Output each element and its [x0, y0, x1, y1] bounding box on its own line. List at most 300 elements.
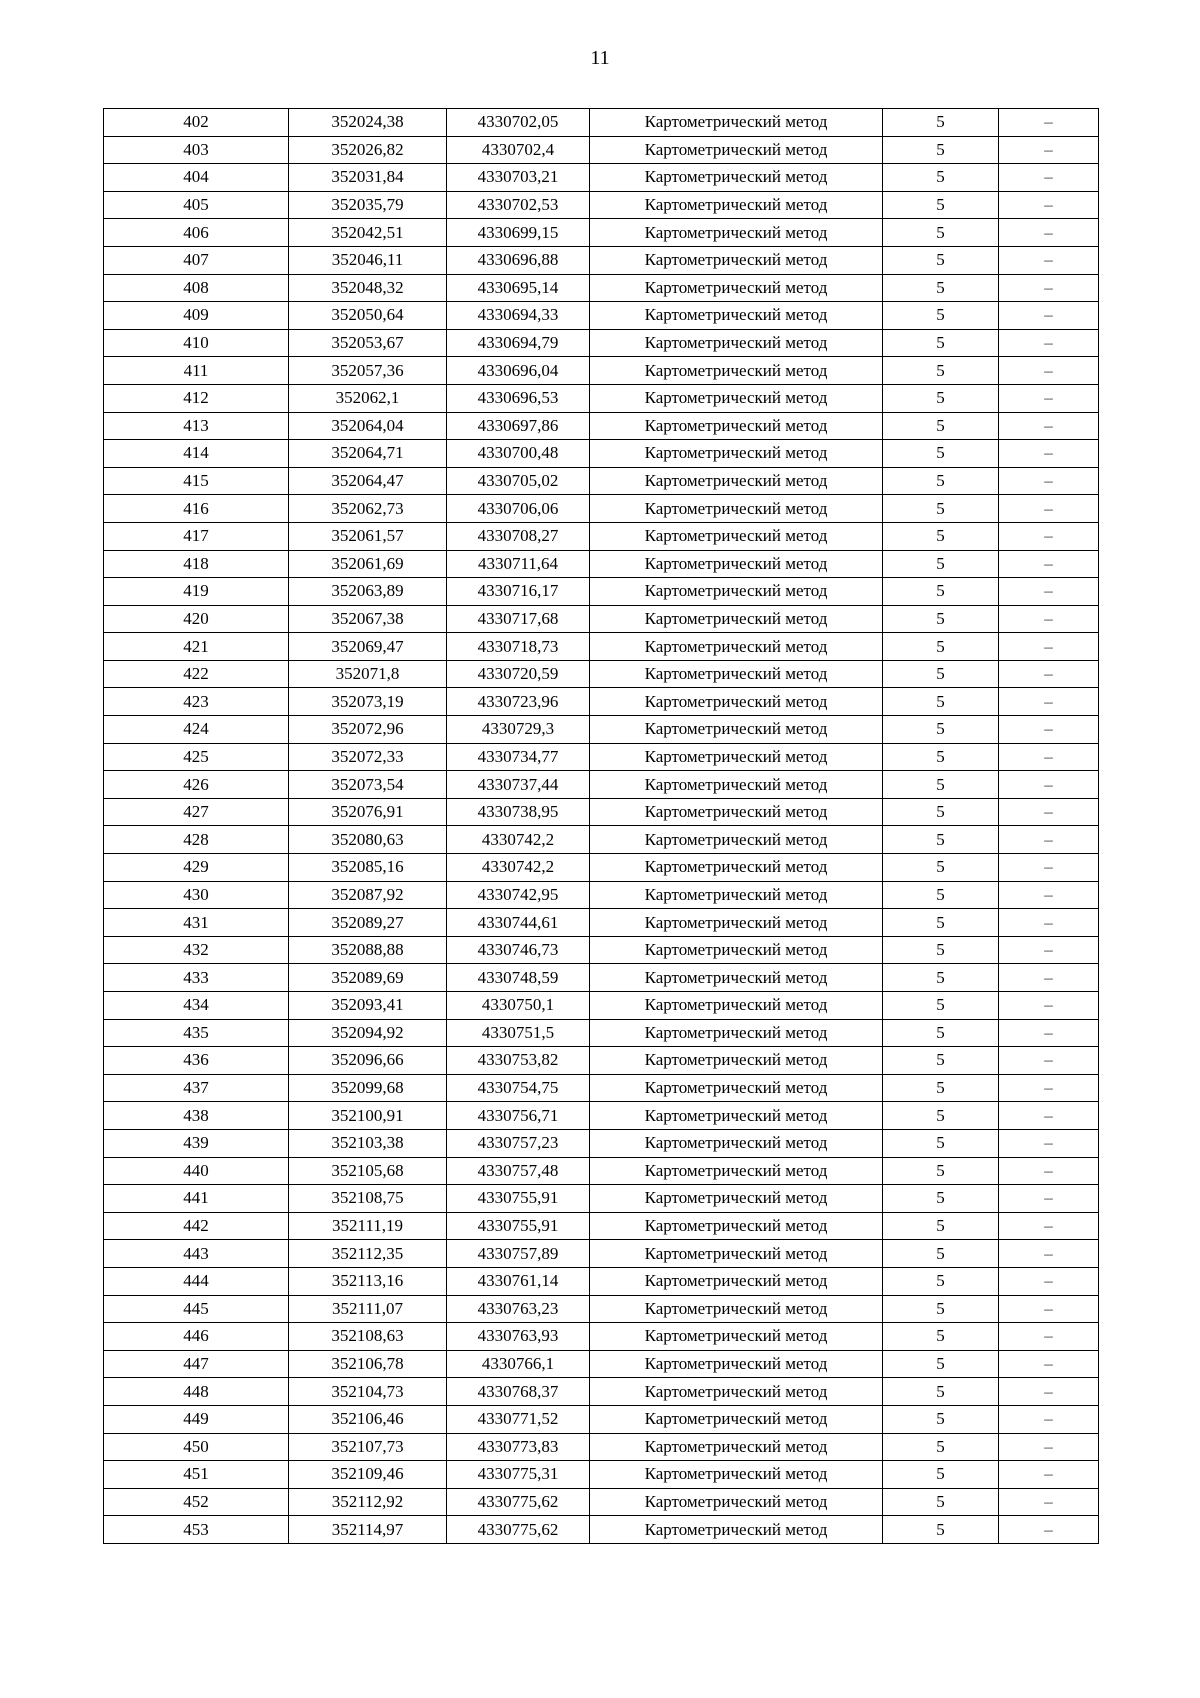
x-coordinate-cell: 352061,57 — [289, 522, 447, 550]
y-coordinate-cell: 4330702,53 — [447, 191, 590, 219]
table-row — [104, 302, 1099, 330]
method-cell: Картометрический метод — [590, 578, 883, 606]
accuracy-cell: 5 — [883, 605, 999, 633]
accuracy-cell: 5 — [883, 1405, 999, 1433]
method-cell: Картометрический метод — [590, 136, 883, 164]
y-coordinate-cell: 4330711,64 — [447, 550, 590, 578]
x-coordinate-cell: 352111,07 — [289, 1295, 447, 1323]
x-coordinate-cell: 352100,91 — [289, 1102, 447, 1130]
point-number-cell: 440 — [104, 1157, 289, 1185]
accuracy-cell: 5 — [883, 992, 999, 1020]
method-cell: Картометрический метод — [590, 936, 883, 964]
point-number-cell: 429 — [104, 854, 289, 882]
point-number-cell: 447 — [104, 1350, 289, 1378]
y-coordinate-cell: 4330775,62 — [447, 1488, 590, 1516]
table-row — [104, 1102, 1099, 1130]
x-coordinate-cell: 352108,63 — [289, 1323, 447, 1351]
point-number-cell: 405 — [104, 191, 289, 219]
x-coordinate-cell: 352106,78 — [289, 1350, 447, 1378]
point-number-cell: 452 — [104, 1488, 289, 1516]
accuracy-cell: 5 — [883, 633, 999, 661]
accuracy-cell: 5 — [883, 109, 999, 137]
table-row — [104, 357, 1099, 385]
table-row — [104, 136, 1099, 164]
point-number-cell: 438 — [104, 1102, 289, 1130]
x-coordinate-cell: 352035,79 — [289, 191, 447, 219]
y-coordinate-cell: 4330754,75 — [447, 1074, 590, 1102]
y-coordinate-cell: 4330757,89 — [447, 1240, 590, 1268]
note-cell: – — [999, 1323, 1099, 1351]
method-cell: Картометрический метод — [590, 164, 883, 192]
accuracy-cell: 5 — [883, 1378, 999, 1406]
table-row — [104, 191, 1099, 219]
table-row — [104, 1019, 1099, 1047]
point-number-cell: 426 — [104, 771, 289, 799]
method-cell: Картометрический метод — [590, 716, 883, 744]
accuracy-cell: 5 — [883, 246, 999, 274]
note-cell: – — [999, 798, 1099, 826]
accuracy-cell: 5 — [883, 743, 999, 771]
table-row — [104, 329, 1099, 357]
note-cell: – — [999, 909, 1099, 937]
point-number-cell: 406 — [104, 219, 289, 247]
x-coordinate-cell: 352062,73 — [289, 495, 447, 523]
table-row — [104, 109, 1099, 137]
method-cell: Картометрический метод — [590, 550, 883, 578]
method-cell: Картометрический метод — [590, 1323, 883, 1351]
note-cell: – — [999, 329, 1099, 357]
table-row — [104, 1185, 1099, 1213]
x-coordinate-cell: 352112,92 — [289, 1488, 447, 1516]
point-number-cell: 446 — [104, 1323, 289, 1351]
x-coordinate-cell: 352069,47 — [289, 633, 447, 661]
point-number-cell: 425 — [104, 743, 289, 771]
accuracy-cell: 5 — [883, 1157, 999, 1185]
accuracy-cell: 5 — [883, 1323, 999, 1351]
accuracy-cell: 5 — [883, 1102, 999, 1130]
accuracy-cell: 5 — [883, 881, 999, 909]
method-cell: Картометрический метод — [590, 1488, 883, 1516]
y-coordinate-cell: 4330706,06 — [447, 495, 590, 523]
coordinates-table-body — [104, 109, 1099, 1544]
y-coordinate-cell: 4330757,23 — [447, 1129, 590, 1157]
note-cell: – — [999, 605, 1099, 633]
note-cell: – — [999, 881, 1099, 909]
y-coordinate-cell: 4330723,96 — [447, 688, 590, 716]
accuracy-cell: 5 — [883, 1019, 999, 1047]
accuracy-cell: 5 — [883, 1461, 999, 1489]
point-number-cell: 411 — [104, 357, 289, 385]
table-row — [104, 1267, 1099, 1295]
y-coordinate-cell: 4330755,91 — [447, 1185, 590, 1213]
method-cell: Картометрический метод — [590, 992, 883, 1020]
method-cell: Картометрический метод — [590, 1019, 883, 1047]
point-number-cell: 414 — [104, 440, 289, 468]
table-row — [104, 909, 1099, 937]
x-coordinate-cell: 352063,89 — [289, 578, 447, 606]
table-row — [104, 1433, 1099, 1461]
table-row — [104, 1516, 1099, 1544]
method-cell: Картометрический метод — [590, 660, 883, 688]
x-coordinate-cell: 352113,16 — [289, 1267, 447, 1295]
x-coordinate-cell: 352046,11 — [289, 246, 447, 274]
note-cell: – — [999, 1267, 1099, 1295]
point-number-cell: 448 — [104, 1378, 289, 1406]
x-coordinate-cell: 352114,97 — [289, 1516, 447, 1544]
accuracy-cell: 5 — [883, 1295, 999, 1323]
method-cell: Картометрический метод — [590, 357, 883, 385]
accuracy-cell: 5 — [883, 440, 999, 468]
note-cell: – — [999, 1240, 1099, 1268]
y-coordinate-cell: 4330708,27 — [447, 522, 590, 550]
accuracy-cell: 5 — [883, 1433, 999, 1461]
table-row — [104, 1461, 1099, 1489]
method-cell: Картометрический метод — [590, 1350, 883, 1378]
method-cell: Картометрический метод — [590, 274, 883, 302]
accuracy-cell: 5 — [883, 1267, 999, 1295]
table-row — [104, 716, 1099, 744]
accuracy-cell: 5 — [883, 964, 999, 992]
point-number-cell: 436 — [104, 1047, 289, 1075]
accuracy-cell: 5 — [883, 191, 999, 219]
table-row — [104, 1295, 1099, 1323]
x-coordinate-cell: 352089,69 — [289, 964, 447, 992]
note-cell: – — [999, 191, 1099, 219]
point-number-cell: 420 — [104, 605, 289, 633]
note-cell: – — [999, 1019, 1099, 1047]
note-cell: – — [999, 467, 1099, 495]
note-cell: – — [999, 440, 1099, 468]
y-coordinate-cell: 4330696,53 — [447, 384, 590, 412]
table-row — [104, 1157, 1099, 1185]
table-row — [104, 164, 1099, 192]
y-coordinate-cell: 4330771,52 — [447, 1405, 590, 1433]
point-number-cell: 423 — [104, 688, 289, 716]
note-cell: – — [999, 274, 1099, 302]
method-cell: Картометрический метод — [590, 1433, 883, 1461]
y-coordinate-cell: 4330755,91 — [447, 1212, 590, 1240]
accuracy-cell: 5 — [883, 1212, 999, 1240]
table-row — [104, 1378, 1099, 1406]
note-cell: – — [999, 578, 1099, 606]
y-coordinate-cell: 4330761,14 — [447, 1267, 590, 1295]
table-row — [104, 992, 1099, 1020]
point-number-cell: 453 — [104, 1516, 289, 1544]
method-cell: Картометрический метод — [590, 302, 883, 330]
note-cell: – — [999, 1295, 1099, 1323]
y-coordinate-cell: 4330753,82 — [447, 1047, 590, 1075]
y-coordinate-cell: 4330746,73 — [447, 936, 590, 964]
point-number-cell: 416 — [104, 495, 289, 523]
point-number-cell: 441 — [104, 1185, 289, 1213]
y-coordinate-cell: 4330694,79 — [447, 329, 590, 357]
note-cell: – — [999, 1074, 1099, 1102]
note-cell: – — [999, 992, 1099, 1020]
point-number-cell: 450 — [104, 1433, 289, 1461]
accuracy-cell: 5 — [883, 1185, 999, 1213]
table-row — [104, 633, 1099, 661]
note-cell: – — [999, 688, 1099, 716]
method-cell: Картометрический метод — [590, 1047, 883, 1075]
point-number-cell: 428 — [104, 826, 289, 854]
x-coordinate-cell: 352057,36 — [289, 357, 447, 385]
table-row — [104, 578, 1099, 606]
accuracy-cell: 5 — [883, 1129, 999, 1157]
accuracy-cell: 5 — [883, 1074, 999, 1102]
point-number-cell: 434 — [104, 992, 289, 1020]
table-row — [104, 1350, 1099, 1378]
table-row — [104, 771, 1099, 799]
method-cell: Картометрический метод — [590, 1516, 883, 1544]
note-cell: – — [999, 1185, 1099, 1213]
y-coordinate-cell: 4330699,15 — [447, 219, 590, 247]
method-cell: Картометрический метод — [590, 191, 883, 219]
point-number-cell: 427 — [104, 798, 289, 826]
note-cell: – — [999, 1157, 1099, 1185]
y-coordinate-cell: 4330696,04 — [447, 357, 590, 385]
method-cell: Картометрический метод — [590, 881, 883, 909]
x-coordinate-cell: 352042,51 — [289, 219, 447, 247]
accuracy-cell: 5 — [883, 550, 999, 578]
point-number-cell: 435 — [104, 1019, 289, 1047]
method-cell: Картометрический метод — [590, 1157, 883, 1185]
point-number-cell: 417 — [104, 522, 289, 550]
point-number-cell: 422 — [104, 660, 289, 688]
x-coordinate-cell: 352104,73 — [289, 1378, 447, 1406]
accuracy-cell: 5 — [883, 302, 999, 330]
note-cell: – — [999, 1405, 1099, 1433]
accuracy-cell: 5 — [883, 1488, 999, 1516]
note-cell: – — [999, 302, 1099, 330]
x-coordinate-cell: 352064,71 — [289, 440, 447, 468]
note-cell: – — [999, 854, 1099, 882]
method-cell: Картометрический метод — [590, 467, 883, 495]
point-number-cell: 409 — [104, 302, 289, 330]
y-coordinate-cell: 4330742,2 — [447, 826, 590, 854]
method-cell: Картометрический метод — [590, 1267, 883, 1295]
method-cell: Картометрический метод — [590, 1378, 883, 1406]
table-row — [104, 1240, 1099, 1268]
point-number-cell: 415 — [104, 467, 289, 495]
table-row — [104, 826, 1099, 854]
point-number-cell: 431 — [104, 909, 289, 937]
y-coordinate-cell: 4330702,4 — [447, 136, 590, 164]
note-cell: – — [999, 716, 1099, 744]
table-row — [104, 964, 1099, 992]
y-coordinate-cell: 4330738,95 — [447, 798, 590, 826]
x-coordinate-cell: 352048,32 — [289, 274, 447, 302]
y-coordinate-cell: 4330729,3 — [447, 716, 590, 744]
table-row — [104, 219, 1099, 247]
method-cell: Картометрический метод — [590, 854, 883, 882]
method-cell: Картометрический метод — [590, 522, 883, 550]
table-row — [104, 522, 1099, 550]
x-coordinate-cell: 352064,47 — [289, 467, 447, 495]
method-cell: Картометрический метод — [590, 743, 883, 771]
accuracy-cell: 5 — [883, 660, 999, 688]
accuracy-cell: 5 — [883, 1047, 999, 1075]
table-row — [104, 936, 1099, 964]
x-coordinate-cell: 352024,38 — [289, 109, 447, 137]
accuracy-cell: 5 — [883, 329, 999, 357]
x-coordinate-cell: 352087,92 — [289, 881, 447, 909]
accuracy-cell: 5 — [883, 1350, 999, 1378]
point-number-cell: 402 — [104, 109, 289, 137]
accuracy-cell: 5 — [883, 854, 999, 882]
method-cell: Картометрический метод — [590, 1074, 883, 1102]
table-row — [104, 1488, 1099, 1516]
note-cell: – — [999, 1433, 1099, 1461]
y-coordinate-cell: 4330742,2 — [447, 854, 590, 882]
accuracy-cell: 5 — [883, 936, 999, 964]
x-coordinate-cell: 352053,67 — [289, 329, 447, 357]
point-number-cell: 444 — [104, 1267, 289, 1295]
accuracy-cell: 5 — [883, 467, 999, 495]
y-coordinate-cell: 4330773,83 — [447, 1433, 590, 1461]
accuracy-cell: 5 — [883, 578, 999, 606]
y-coordinate-cell: 4330700,48 — [447, 440, 590, 468]
note-cell: – — [999, 1461, 1099, 1489]
method-cell: Картометрический метод — [590, 384, 883, 412]
table-row — [104, 550, 1099, 578]
note-cell: – — [999, 1350, 1099, 1378]
y-coordinate-cell: 4330717,68 — [447, 605, 590, 633]
table-row — [104, 798, 1099, 826]
x-coordinate-cell: 352073,19 — [289, 688, 447, 716]
y-coordinate-cell: 4330768,37 — [447, 1378, 590, 1406]
y-coordinate-cell: 4330757,48 — [447, 1157, 590, 1185]
table-row — [104, 1323, 1099, 1351]
point-number-cell: 418 — [104, 550, 289, 578]
y-coordinate-cell: 4330718,73 — [447, 633, 590, 661]
note-cell: – — [999, 219, 1099, 247]
accuracy-cell: 5 — [883, 1240, 999, 1268]
x-coordinate-cell: 352050,64 — [289, 302, 447, 330]
x-coordinate-cell: 352085,16 — [289, 854, 447, 882]
point-number-cell: 410 — [104, 329, 289, 357]
point-number-cell: 421 — [104, 633, 289, 661]
table-row — [104, 467, 1099, 495]
point-number-cell: 408 — [104, 274, 289, 302]
x-coordinate-cell: 352073,54 — [289, 771, 447, 799]
accuracy-cell: 5 — [883, 798, 999, 826]
method-cell: Картометрический метод — [590, 412, 883, 440]
page-number: 11 — [590, 47, 610, 69]
y-coordinate-cell: 4330703,21 — [447, 164, 590, 192]
x-coordinate-cell: 352072,33 — [289, 743, 447, 771]
method-cell: Картометрический метод — [590, 1405, 883, 1433]
accuracy-cell: 5 — [883, 495, 999, 523]
point-number-cell: 424 — [104, 716, 289, 744]
table-row — [104, 412, 1099, 440]
table-row — [104, 1212, 1099, 1240]
table-row — [104, 605, 1099, 633]
y-coordinate-cell: 4330763,93 — [447, 1323, 590, 1351]
x-coordinate-cell: 352076,91 — [289, 798, 447, 826]
accuracy-cell: 5 — [883, 1516, 999, 1544]
method-cell: Картометрический метод — [590, 495, 883, 523]
accuracy-cell: 5 — [883, 357, 999, 385]
point-number-cell: 412 — [104, 384, 289, 412]
note-cell: – — [999, 1488, 1099, 1516]
note-cell: – — [999, 633, 1099, 661]
note-cell: – — [999, 1102, 1099, 1130]
table-row — [104, 274, 1099, 302]
accuracy-cell: 5 — [883, 688, 999, 716]
point-number-cell: 433 — [104, 964, 289, 992]
y-coordinate-cell: 4330766,1 — [447, 1350, 590, 1378]
table-row — [104, 660, 1099, 688]
table-row — [104, 440, 1099, 468]
table-row — [104, 495, 1099, 523]
method-cell: Картометрический метод — [590, 826, 883, 854]
table-row — [104, 1129, 1099, 1157]
y-coordinate-cell: 4330763,23 — [447, 1295, 590, 1323]
method-cell: Картометрический метод — [590, 688, 883, 716]
accuracy-cell: 5 — [883, 522, 999, 550]
method-cell: Картометрический метод — [590, 1295, 883, 1323]
x-coordinate-cell: 352106,46 — [289, 1405, 447, 1433]
y-coordinate-cell: 4330705,02 — [447, 467, 590, 495]
point-number-cell: 439 — [104, 1129, 289, 1157]
point-number-cell: 432 — [104, 936, 289, 964]
y-coordinate-cell: 4330702,05 — [447, 109, 590, 137]
x-coordinate-cell: 352071,8 — [289, 660, 447, 688]
point-number-cell: 442 — [104, 1212, 289, 1240]
y-coordinate-cell: 4330750,1 — [447, 992, 590, 1020]
note-cell: – — [999, 164, 1099, 192]
table-row — [104, 688, 1099, 716]
method-cell: Картометрический метод — [590, 219, 883, 247]
point-number-cell: 449 — [104, 1405, 289, 1433]
x-coordinate-cell: 352108,75 — [289, 1185, 447, 1213]
table-row — [104, 246, 1099, 274]
table-row — [104, 1405, 1099, 1433]
note-cell: – — [999, 1516, 1099, 1544]
x-coordinate-cell: 352072,96 — [289, 716, 447, 744]
y-coordinate-cell: 4330775,31 — [447, 1461, 590, 1489]
x-coordinate-cell: 352080,63 — [289, 826, 447, 854]
accuracy-cell: 5 — [883, 274, 999, 302]
y-coordinate-cell: 4330756,71 — [447, 1102, 590, 1130]
accuracy-cell: 5 — [883, 136, 999, 164]
method-cell: Картометрический метод — [590, 909, 883, 937]
y-coordinate-cell: 4330734,77 — [447, 743, 590, 771]
note-cell: – — [999, 522, 1099, 550]
accuracy-cell: 5 — [883, 412, 999, 440]
x-coordinate-cell: 352107,73 — [289, 1433, 447, 1461]
point-number-cell: 404 — [104, 164, 289, 192]
x-coordinate-cell: 352026,82 — [289, 136, 447, 164]
y-coordinate-cell: 4330720,59 — [447, 660, 590, 688]
x-coordinate-cell: 352067,38 — [289, 605, 447, 633]
point-number-cell: 451 — [104, 1461, 289, 1489]
y-coordinate-cell: 4330716,17 — [447, 578, 590, 606]
x-coordinate-cell: 352089,27 — [289, 909, 447, 937]
method-cell: Картометрический метод — [590, 633, 883, 661]
note-cell: – — [999, 109, 1099, 137]
method-cell: Картометрический метод — [590, 1102, 883, 1130]
y-coordinate-cell: 4330751,5 — [447, 1019, 590, 1047]
method-cell: Картометрический метод — [590, 605, 883, 633]
y-coordinate-cell: 4330694,33 — [447, 302, 590, 330]
method-cell: Картометрический метод — [590, 1185, 883, 1213]
point-number-cell: 437 — [104, 1074, 289, 1102]
accuracy-cell: 5 — [883, 826, 999, 854]
note-cell: – — [999, 771, 1099, 799]
note-cell: – — [999, 1212, 1099, 1240]
note-cell: – — [999, 1378, 1099, 1406]
